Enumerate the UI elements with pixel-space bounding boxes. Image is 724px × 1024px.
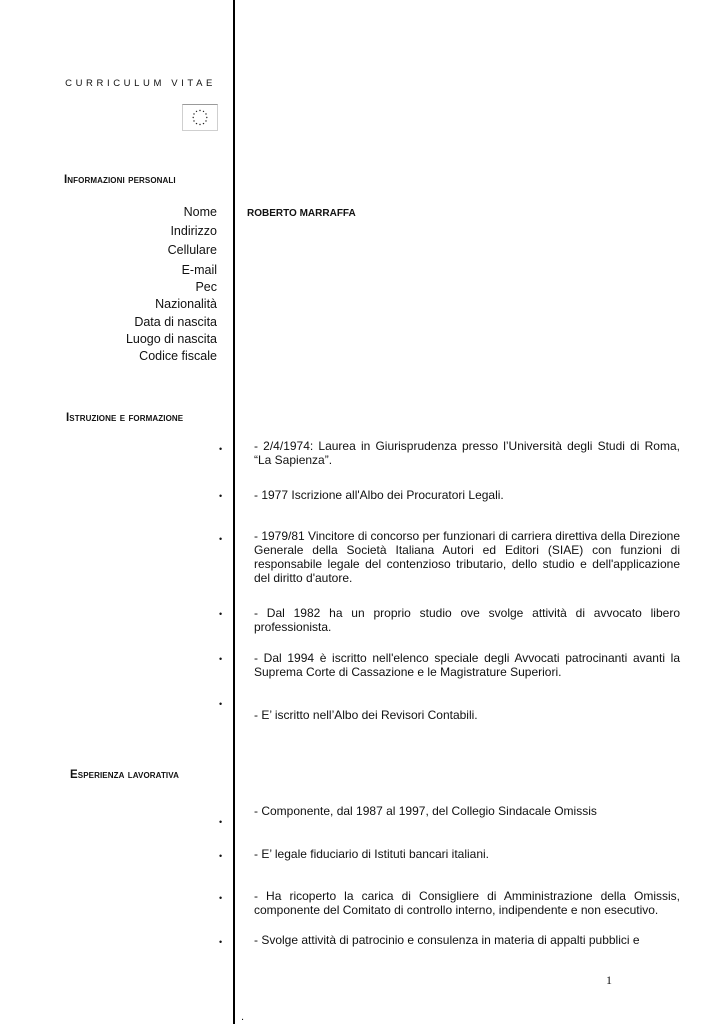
label-luogo-nascita: Luogo di nascita	[125, 332, 217, 346]
bullet-icon: •	[219, 534, 223, 544]
bullet-icon: •	[219, 491, 223, 501]
education-item: - E’ iscritto nell’Albo dei Revisori Contabili.	[254, 708, 478, 722]
bullet-icon: •	[219, 699, 223, 709]
label-nazionalita: Nazionalità	[155, 297, 217, 311]
bullet-icon: •	[219, 817, 223, 827]
section-heading-personal: Informazioni personali	[64, 174, 176, 186]
education-item: - Dal 1982 ha un proprio studio ove svolge attività di avvocato libero professionista.	[254, 606, 680, 634]
section-heading-experience: Esperienza lavorativa	[70, 769, 179, 781]
education-item: - Dal 1994 è iscritto nell'elenco speciale degli Avvocati patrocinanti avanti la Suprema Corte di Cassazione e le Magistrature Superiori.	[254, 651, 680, 679]
bullet-icon: •	[219, 444, 223, 454]
vertical-divider	[233, 0, 235, 1024]
page-number: 1	[606, 973, 612, 987]
education-item: - 2/4/1974: Laurea in Giurisprudenza presso l’Università degli Studi di Roma, “La Sapienza”.	[254, 439, 680, 467]
experience-item: - Svolge attività di patrocinio e consulenza in materia di appalti pubblici e	[254, 933, 640, 947]
footer-mark: .	[241, 1011, 245, 1023]
bullet-icon: •	[219, 937, 223, 947]
bullet-icon: •	[219, 893, 223, 903]
label-codice-fiscale: Codice fiscale	[139, 349, 217, 363]
label-email: E-mail	[181, 263, 217, 277]
experience-item: - Ha ricoperto la carica di Consigliere di Amministrazione della Omissis, componente del Comitato di controllo interno, indipendente e non esecutivo.	[254, 889, 680, 917]
cv-title: CURRICULUM VITAE	[65, 78, 216, 89]
name-value: ROBERTO MARRAFFA	[247, 208, 356, 219]
education-item: - 1977 Iscrizione all'Albo dei Procuratori Legali.	[254, 488, 504, 502]
bullet-icon: •	[219, 851, 223, 861]
education-item: - 1979/81 Vincitore di concorso per funzionari di carriera direttiva della Direzione Generale della Società Italiana Autori ed Editori (SIAE) con funzioni di responsabile legale del contenzioso tributario, dello studio e dell'applicazione del diritto d'autore.	[254, 529, 680, 585]
bullet-icon: •	[219, 609, 223, 619]
experience-item: - Componente, dal 1987 al 1997, del Collegio Sindacale Omissis	[254, 804, 597, 818]
label-pec: Pec	[195, 280, 217, 294]
label-nome: Nome	[183, 205, 217, 219]
experience-item: - E’ legale fiduciario di Istituti bancari italiani.	[254, 847, 490, 861]
label-indirizzo: Indirizzo	[170, 224, 217, 238]
bullet-icon: •	[219, 654, 223, 664]
eu-flag-icon	[182, 104, 218, 131]
label-cellulare: Cellulare	[167, 243, 217, 257]
section-heading-education: Istruzione e formazione	[66, 412, 184, 424]
label-data-nascita: Data di nascita	[134, 315, 217, 329]
